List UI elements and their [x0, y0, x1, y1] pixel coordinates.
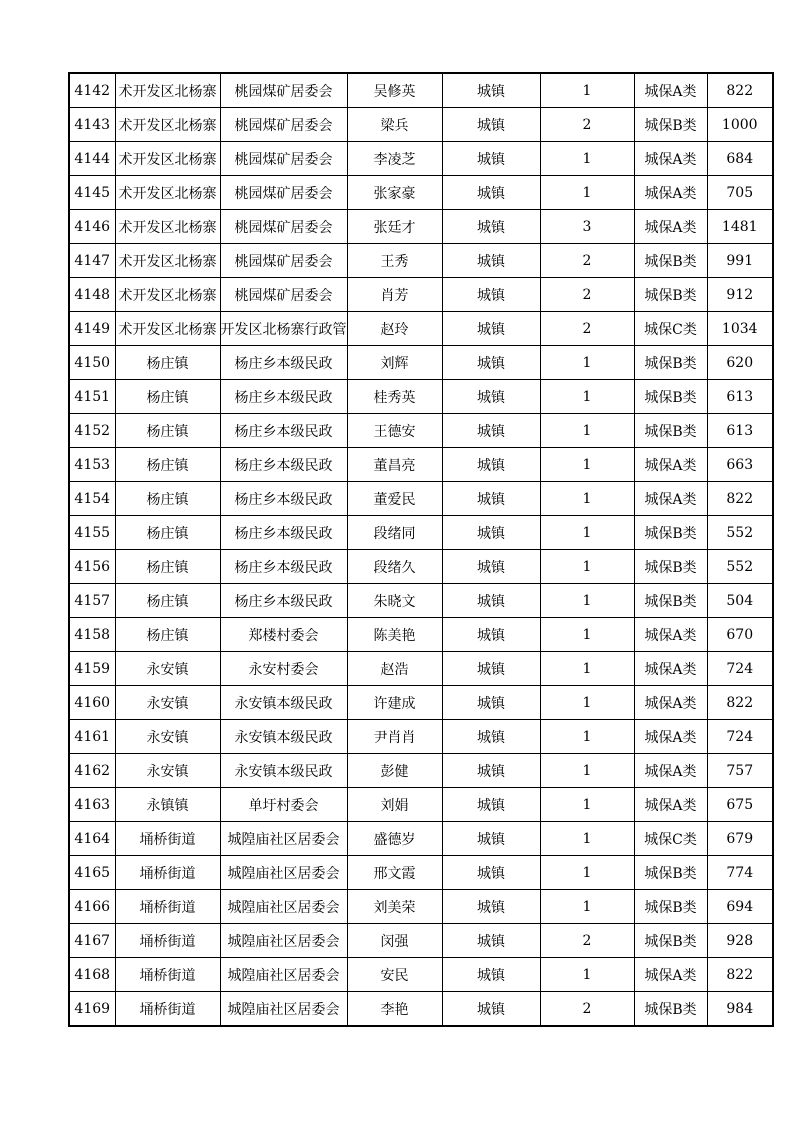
assistance-class-cell: 城保B类: [634, 108, 707, 142]
household-count-cell: 1: [540, 448, 634, 482]
town-cell: 永安镇: [115, 652, 220, 686]
table-row: [69, 244, 773, 278]
row-number-cell: 4157: [69, 584, 115, 618]
table-row: [69, 448, 773, 482]
row-number-cell: 4161: [69, 720, 115, 754]
amount-cell: 991: [707, 244, 773, 278]
row-number-cell: 4165: [69, 856, 115, 890]
town-cell: 永安镇: [115, 686, 220, 720]
table-row: [69, 516, 773, 550]
assistance-class-cell: 城保C类: [634, 312, 707, 346]
area-type-cell: 城镇: [442, 346, 540, 380]
household-count-cell: 1: [540, 822, 634, 856]
assistance-class-cell: 城保A类: [634, 210, 707, 244]
amount-cell: 724: [707, 720, 773, 754]
organization-cell: 城隍庙社区居委会: [220, 822, 347, 856]
town-cell: 埇桥街道: [115, 992, 220, 1027]
row-number-cell: 4166: [69, 890, 115, 924]
row-number-cell: 4150: [69, 346, 115, 380]
area-type-cell: 城镇: [442, 890, 540, 924]
name-cell: 彭健: [347, 754, 442, 788]
amount-cell: 774: [707, 856, 773, 890]
organization-cell: 城隍庙社区居委会: [220, 958, 347, 992]
town-cell: 术开发区北杨寨: [115, 142, 220, 176]
table-row: [69, 312, 773, 346]
town-cell: 杨庄镇: [115, 516, 220, 550]
amount-cell: 928: [707, 924, 773, 958]
area-type-cell: 城镇: [442, 550, 540, 584]
household-count-cell: 1: [540, 380, 634, 414]
name-cell: 段绪久: [347, 550, 442, 584]
organization-cell: 杨庄乡本级民政: [220, 346, 347, 380]
table-row: [69, 890, 773, 924]
amount-cell: 822: [707, 73, 773, 108]
amount-cell: 504: [707, 584, 773, 618]
row-number-cell: 4154: [69, 482, 115, 516]
town-cell: 术开发区北杨寨: [115, 244, 220, 278]
table-row: [69, 414, 773, 448]
household-count-cell: 1: [540, 414, 634, 448]
area-type-cell: 城镇: [442, 992, 540, 1027]
amount-cell: 613: [707, 380, 773, 414]
row-number-cell: 4148: [69, 278, 115, 312]
town-cell: 杨庄镇: [115, 618, 220, 652]
row-number-cell: 4160: [69, 686, 115, 720]
table-row: [69, 652, 773, 686]
organization-cell: 桃园煤矿居委会: [220, 244, 347, 278]
organization-cell: 桃园煤矿居委会: [220, 108, 347, 142]
town-cell: 埇桥街道: [115, 822, 220, 856]
organization-cell: 城隍庙社区居委会: [220, 924, 347, 958]
assistance-class-cell: 城保A类: [634, 618, 707, 652]
area-type-cell: 城镇: [442, 142, 540, 176]
amount-cell: 684: [707, 142, 773, 176]
household-count-cell: 1: [540, 618, 634, 652]
table-row: [69, 278, 773, 312]
name-cell: 王秀: [347, 244, 442, 278]
table-row: [69, 618, 773, 652]
household-count-cell: 2: [540, 244, 634, 278]
name-cell: 董爱民: [347, 482, 442, 516]
name-cell: 赵玲: [347, 312, 442, 346]
assistance-class-cell: 城保A类: [634, 448, 707, 482]
assistance-class-cell: 城保A类: [634, 482, 707, 516]
row-number-cell: 4163: [69, 788, 115, 822]
row-number-cell: 4155: [69, 516, 115, 550]
area-type-cell: 城镇: [442, 584, 540, 618]
table-row: [69, 380, 773, 414]
name-cell: 李艳: [347, 992, 442, 1027]
household-count-cell: 3: [540, 210, 634, 244]
organization-cell: 杨庄乡本级民政: [220, 584, 347, 618]
organization-cell: 永安镇本级民政: [220, 686, 347, 720]
household-count-cell: 1: [540, 550, 634, 584]
amount-cell: 670: [707, 618, 773, 652]
amount-cell: 912: [707, 278, 773, 312]
assistance-class-cell: 城保B类: [634, 278, 707, 312]
row-number-cell: 4156: [69, 550, 115, 584]
table-row: [69, 754, 773, 788]
town-cell: 术开发区北杨寨: [115, 278, 220, 312]
household-count-cell: 1: [540, 516, 634, 550]
amount-cell: 613: [707, 414, 773, 448]
organization-cell: 城隍庙社区居委会: [220, 890, 347, 924]
name-cell: 朱晓文: [347, 584, 442, 618]
area-type-cell: 城镇: [442, 108, 540, 142]
household-count-cell: 1: [540, 890, 634, 924]
household-count-cell: 1: [540, 176, 634, 210]
row-number-cell: 4142: [69, 73, 115, 108]
name-cell: 赵浩: [347, 652, 442, 686]
household-count-cell: 1: [540, 73, 634, 108]
name-cell: 刘美荣: [347, 890, 442, 924]
assistance-class-cell: 城保B类: [634, 890, 707, 924]
table-row: [69, 210, 773, 244]
row-number-cell: 4151: [69, 380, 115, 414]
assistance-class-cell: 城保B类: [634, 346, 707, 380]
area-type-cell: 城镇: [442, 686, 540, 720]
organization-cell: 单圩村委会: [220, 788, 347, 822]
area-type-cell: 城镇: [442, 652, 540, 686]
row-number-cell: 4162: [69, 754, 115, 788]
amount-cell: 1000: [707, 108, 773, 142]
table-row: [69, 176, 773, 210]
row-number-cell: 4144: [69, 142, 115, 176]
row-number-cell: 4159: [69, 652, 115, 686]
area-type-cell: 城镇: [442, 720, 540, 754]
assistance-class-cell: 城保A类: [634, 720, 707, 754]
household-count-cell: 2: [540, 312, 634, 346]
row-number-cell: 4143: [69, 108, 115, 142]
assistance-class-cell: 城保B类: [634, 380, 707, 414]
town-cell: 埇桥街道: [115, 924, 220, 958]
organization-cell: 开发区北杨寨行政管: [220, 312, 347, 346]
table-row: [69, 550, 773, 584]
town-cell: 杨庄镇: [115, 346, 220, 380]
town-cell: 术开发区北杨寨: [115, 176, 220, 210]
area-type-cell: 城镇: [442, 278, 540, 312]
town-cell: 永镇镇: [115, 788, 220, 822]
amount-cell: 705: [707, 176, 773, 210]
amount-cell: 694: [707, 890, 773, 924]
table-row: [69, 992, 773, 1027]
organization-cell: 桃园煤矿居委会: [220, 142, 347, 176]
name-cell: 王德安: [347, 414, 442, 448]
town-cell: 术开发区北杨寨: [115, 210, 220, 244]
name-cell: 刘娟: [347, 788, 442, 822]
area-type-cell: 城镇: [442, 822, 540, 856]
assistance-class-cell: 城保A类: [634, 652, 707, 686]
assistance-class-cell: 城保A类: [634, 686, 707, 720]
name-cell: 李凌芝: [347, 142, 442, 176]
name-cell: 段绪同: [347, 516, 442, 550]
table-row: [69, 482, 773, 516]
amount-cell: 679: [707, 822, 773, 856]
organization-cell: 杨庄乡本级民政: [220, 482, 347, 516]
household-count-cell: 1: [540, 754, 634, 788]
row-number-cell: 4153: [69, 448, 115, 482]
row-number-cell: 4152: [69, 414, 115, 448]
amount-cell: 663: [707, 448, 773, 482]
assistance-class-cell: 城保B类: [634, 992, 707, 1027]
table-row: [69, 73, 773, 108]
organization-cell: 桃园煤矿居委会: [220, 73, 347, 108]
organization-cell: 永安村委会: [220, 652, 347, 686]
household-count-cell: 1: [540, 346, 634, 380]
row-number-cell: 4149: [69, 312, 115, 346]
table-row: [69, 958, 773, 992]
amount-cell: 552: [707, 516, 773, 550]
household-count-cell: 1: [540, 686, 634, 720]
amount-cell: 1481: [707, 210, 773, 244]
town-cell: 杨庄镇: [115, 584, 220, 618]
town-cell: 杨庄镇: [115, 380, 220, 414]
table-body: [69, 73, 773, 1026]
assistance-class-cell: 城保B类: [634, 550, 707, 584]
town-cell: 杨庄镇: [115, 482, 220, 516]
name-cell: 安民: [347, 958, 442, 992]
amount-cell: 552: [707, 550, 773, 584]
household-count-cell: 1: [540, 958, 634, 992]
organization-cell: 杨庄乡本级民政: [220, 516, 347, 550]
assistance-class-cell: 城保A类: [634, 73, 707, 108]
town-cell: 永安镇: [115, 754, 220, 788]
town-cell: 埇桥街道: [115, 856, 220, 890]
town-cell: 术开发区北杨寨: [115, 312, 220, 346]
table-row: [69, 584, 773, 618]
assistance-class-cell: 城保B类: [634, 856, 707, 890]
name-cell: 董昌亮: [347, 448, 442, 482]
row-number-cell: 4164: [69, 822, 115, 856]
name-cell: 桂秀英: [347, 380, 442, 414]
town-cell: 杨庄镇: [115, 448, 220, 482]
amount-cell: 620: [707, 346, 773, 380]
name-cell: 邢文霞: [347, 856, 442, 890]
area-type-cell: 城镇: [442, 482, 540, 516]
organization-cell: 桃园煤矿居委会: [220, 278, 347, 312]
organization-cell: 杨庄乡本级民政: [220, 414, 347, 448]
table-row: [69, 856, 773, 890]
organization-cell: 城隍庙社区居委会: [220, 856, 347, 890]
household-count-cell: 2: [540, 924, 634, 958]
organization-cell: 杨庄乡本级民政: [220, 550, 347, 584]
row-number-cell: 4169: [69, 992, 115, 1027]
town-cell: 埇桥街道: [115, 958, 220, 992]
household-count-cell: 1: [540, 142, 634, 176]
town-cell: 术开发区北杨寨: [115, 108, 220, 142]
area-type-cell: 城镇: [442, 788, 540, 822]
household-count-cell: 2: [540, 278, 634, 312]
name-cell: 陈美艳: [347, 618, 442, 652]
assistance-class-cell: 城保A类: [634, 176, 707, 210]
table-row: [69, 822, 773, 856]
data-table: [68, 72, 774, 1027]
table-row: [69, 924, 773, 958]
assistance-class-cell: 城保B类: [634, 516, 707, 550]
row-number-cell: 4167: [69, 924, 115, 958]
row-number-cell: 4147: [69, 244, 115, 278]
household-count-cell: 1: [540, 788, 634, 822]
area-type-cell: 城镇: [442, 958, 540, 992]
row-number-cell: 4146: [69, 210, 115, 244]
row-number-cell: 4158: [69, 618, 115, 652]
row-number-cell: 4168: [69, 958, 115, 992]
assistance-class-cell: 城保B类: [634, 584, 707, 618]
area-type-cell: 城镇: [442, 516, 540, 550]
amount-cell: 724: [707, 652, 773, 686]
area-type-cell: 城镇: [442, 210, 540, 244]
name-cell: 张家豪: [347, 176, 442, 210]
amount-cell: 1034: [707, 312, 773, 346]
table-row: [69, 108, 773, 142]
organization-cell: 永安镇本级民政: [220, 754, 347, 788]
area-type-cell: 城镇: [442, 244, 540, 278]
organization-cell: 杨庄乡本级民政: [220, 380, 347, 414]
name-cell: 尹肖肖: [347, 720, 442, 754]
household-count-cell: 1: [540, 482, 634, 516]
organization-cell: 永安镇本级民政: [220, 720, 347, 754]
name-cell: 肖芳: [347, 278, 442, 312]
assistance-class-cell: 城保B类: [634, 244, 707, 278]
amount-cell: 757: [707, 754, 773, 788]
name-cell: 梁兵: [347, 108, 442, 142]
area-type-cell: 城镇: [442, 924, 540, 958]
area-type-cell: 城镇: [442, 176, 540, 210]
assistance-class-cell: 城保A类: [634, 788, 707, 822]
household-count-cell: 1: [540, 584, 634, 618]
town-cell: 杨庄镇: [115, 414, 220, 448]
assistance-class-cell: 城保A类: [634, 754, 707, 788]
organization-cell: 郑楼村委会: [220, 618, 347, 652]
organization-cell: 城隍庙社区居委会: [220, 992, 347, 1027]
household-count-cell: 1: [540, 720, 634, 754]
area-type-cell: 城镇: [442, 414, 540, 448]
organization-cell: 桃园煤矿居委会: [220, 210, 347, 244]
amount-cell: 822: [707, 686, 773, 720]
organization-cell: 桃园煤矿居委会: [220, 176, 347, 210]
name-cell: 张廷才: [347, 210, 442, 244]
table-row: [69, 788, 773, 822]
household-count-cell: 1: [540, 652, 634, 686]
amount-cell: 822: [707, 482, 773, 516]
table-row: [69, 346, 773, 380]
town-cell: 杨庄镇: [115, 550, 220, 584]
area-type-cell: 城镇: [442, 754, 540, 788]
household-count-cell: 1: [540, 856, 634, 890]
assistance-class-cell: 城保A类: [634, 958, 707, 992]
household-count-cell: 2: [540, 992, 634, 1027]
area-type-cell: 城镇: [442, 448, 540, 482]
amount-cell: 675: [707, 788, 773, 822]
area-type-cell: 城镇: [442, 380, 540, 414]
name-cell: 刘辉: [347, 346, 442, 380]
town-cell: 永安镇: [115, 720, 220, 754]
row-number-cell: 4145: [69, 176, 115, 210]
assistance-class-cell: 城保B类: [634, 414, 707, 448]
area-type-cell: 城镇: [442, 618, 540, 652]
town-cell: 术开发区北杨寨: [115, 73, 220, 108]
name-cell: 许建成: [347, 686, 442, 720]
household-count-cell: 2: [540, 108, 634, 142]
town-cell: 埇桥街道: [115, 890, 220, 924]
amount-cell: 822: [707, 958, 773, 992]
name-cell: 盛德岁: [347, 822, 442, 856]
table-row: [69, 686, 773, 720]
name-cell: 吴修英: [347, 73, 442, 108]
name-cell: 闵强: [347, 924, 442, 958]
organization-cell: 杨庄乡本级民政: [220, 448, 347, 482]
area-type-cell: 城镇: [442, 856, 540, 890]
assistance-class-cell: 城保B类: [634, 924, 707, 958]
assistance-class-cell: 城保C类: [634, 822, 707, 856]
table-row: [69, 720, 773, 754]
area-type-cell: 城镇: [442, 73, 540, 108]
assistance-class-cell: 城保A类: [634, 142, 707, 176]
table-row: [69, 142, 773, 176]
amount-cell: 984: [707, 992, 773, 1027]
area-type-cell: 城镇: [442, 312, 540, 346]
